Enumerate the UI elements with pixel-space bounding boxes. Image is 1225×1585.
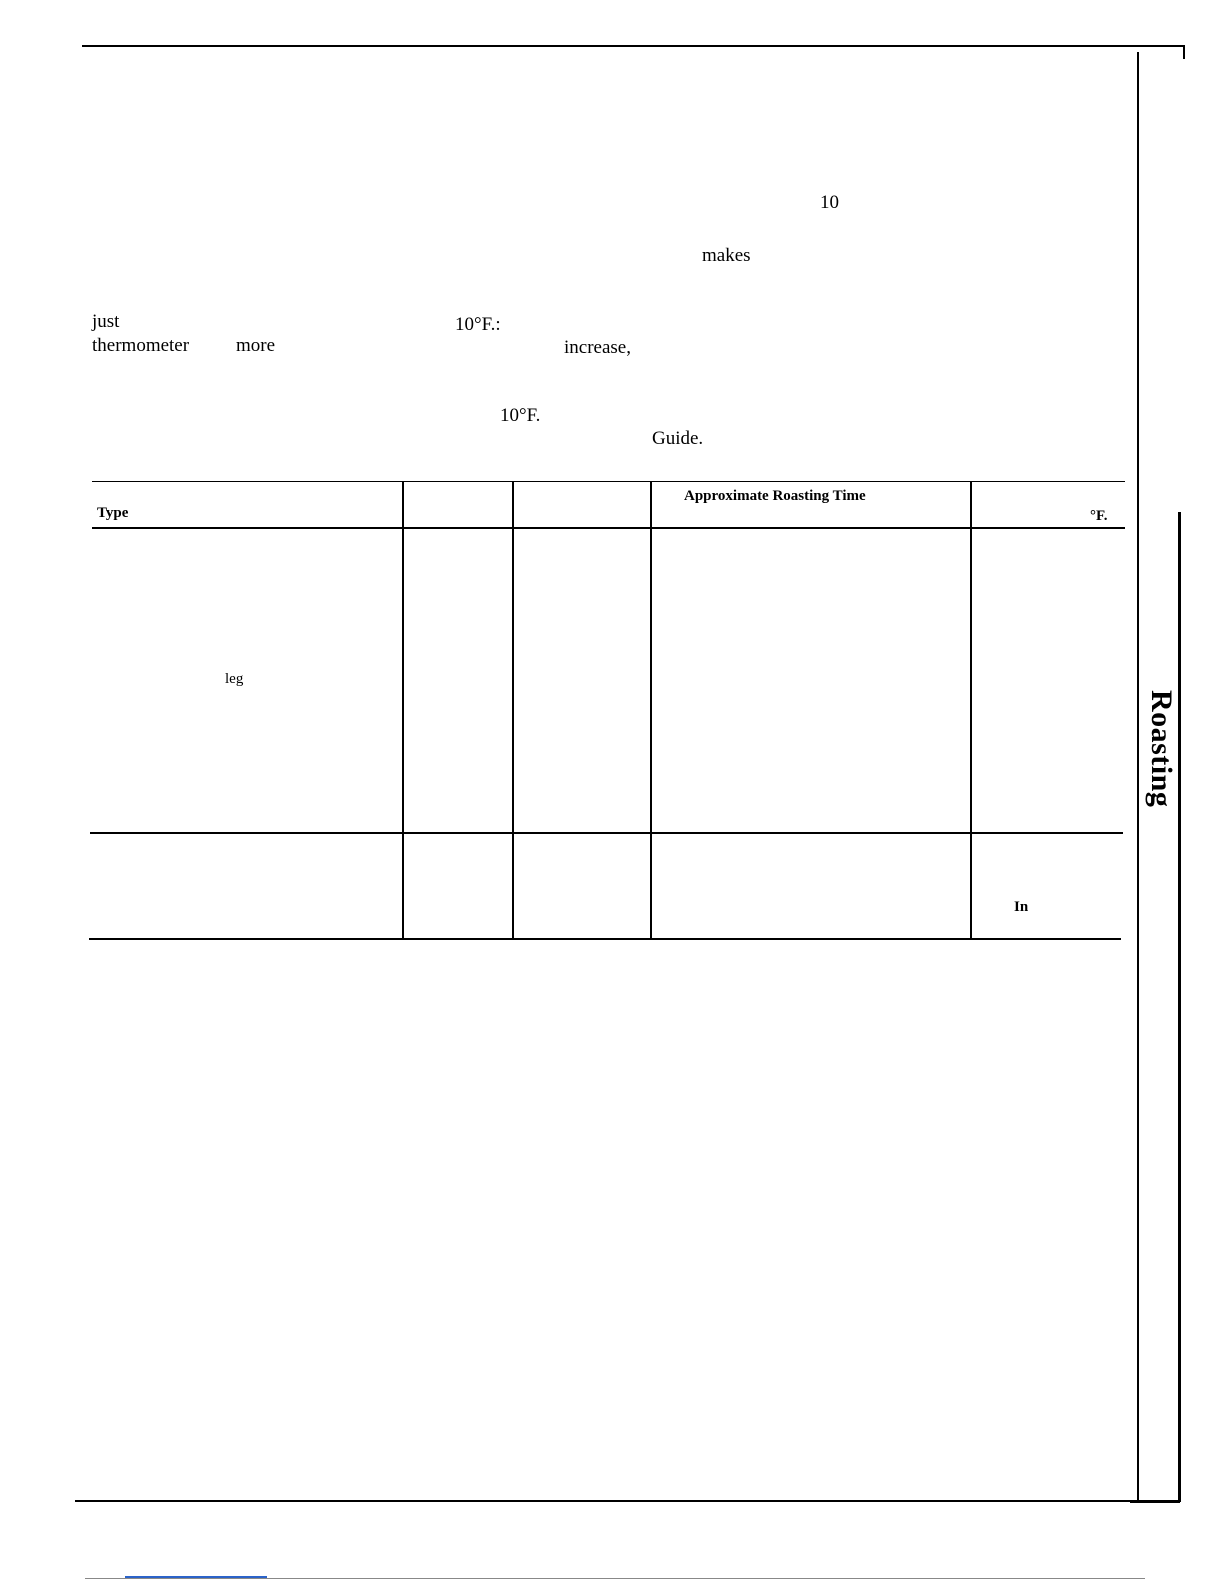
row-temp-fragment-in: In [1014, 899, 1029, 915]
text-fragment-guide: Guide. [652, 428, 704, 449]
row-type-fragment-leg: leg [225, 671, 244, 687]
text-fragment-thermometer: thermometer [92, 335, 190, 356]
text-fragment-just: just [92, 311, 120, 332]
text-fragment-increase: increase, [564, 337, 631, 358]
text-fragment-makes: makes [702, 245, 751, 266]
table-column-divider-1 [402, 481, 404, 940]
text-fragment-10f-b: 10°F. [500, 405, 541, 426]
text-fragment-10f-a: 10°F.: [455, 314, 501, 335]
header-degrees-f: °F. [1090, 508, 1108, 524]
table-row-divider [90, 832, 1123, 834]
top-rule [82, 45, 1185, 47]
text-fragment-more: more [236, 335, 276, 356]
table-column-divider-3 [650, 481, 652, 940]
text-fragment-10: 10 [820, 192, 839, 213]
footer-blue-mark [125, 1576, 267, 1578]
right-tab-outer-rule [1183, 45, 1185, 59]
bottom-rule [75, 1500, 1147, 1502]
section-tab-roasting: Roasting [1145, 690, 1178, 808]
bottom-tab-rule [1130, 1500, 1180, 1503]
table-bottom-rule [89, 938, 1121, 940]
header-type: Type [97, 505, 129, 521]
table-column-divider-4 [970, 481, 972, 940]
right-tab-right-rule [1178, 512, 1181, 1502]
table-column-divider-2 [512, 481, 514, 940]
header-approximate-roasting-time: Approximate Roasting Time [684, 488, 866, 504]
footer-thin-rule [85, 1578, 1145, 1579]
